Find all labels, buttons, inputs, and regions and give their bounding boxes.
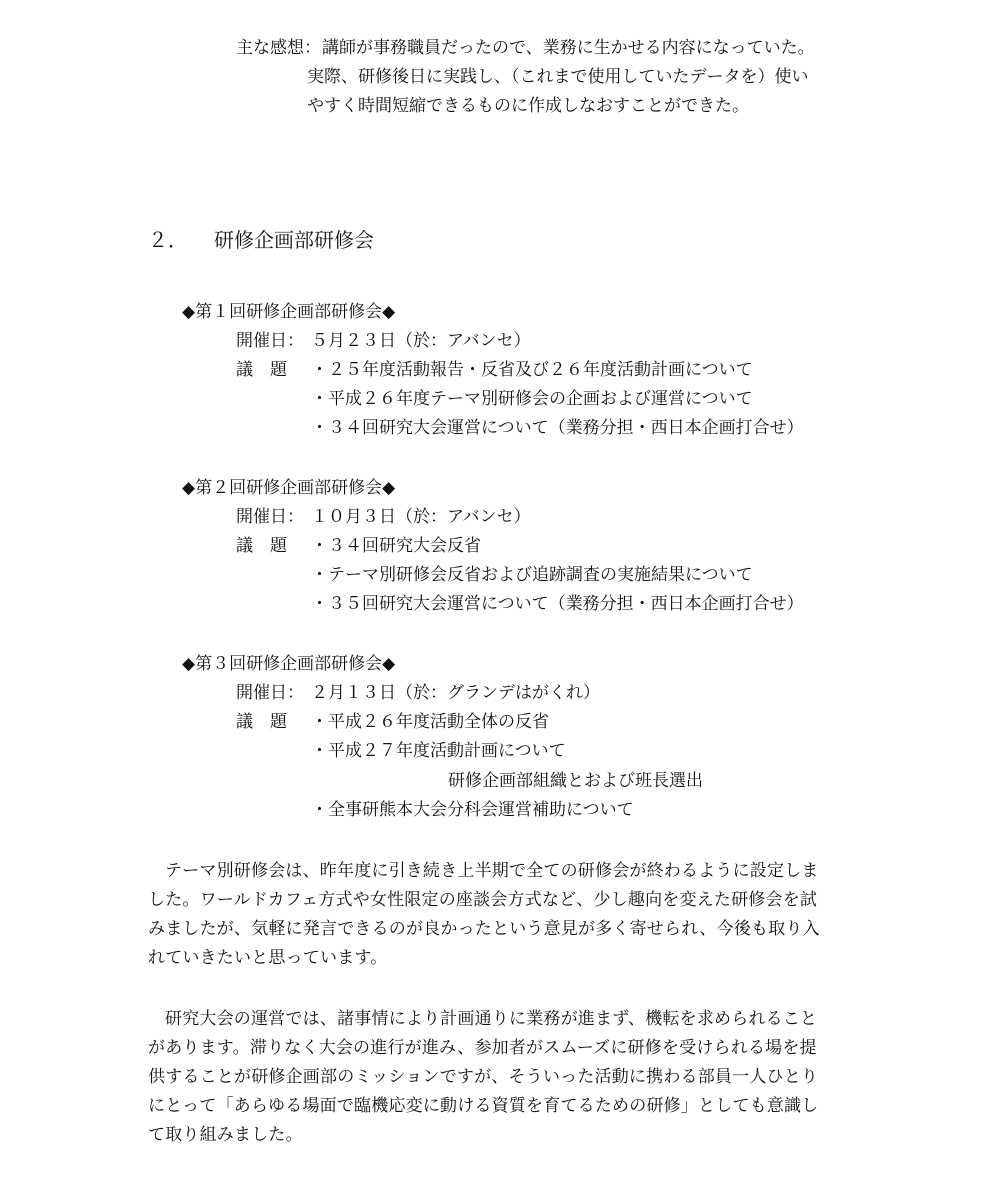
paragraph-2-line: 供することが研修企画部のミッションですが、そういった活動に携わる部員一人ひとり [148,1067,819,1087]
meeting-1-agenda-label: 議 題 [236,360,287,380]
meeting-3-date: ２月１３日（於：グランデはがくれ） [311,683,600,703]
section-title: 研修企画部研修会 [214,228,374,252]
impressions-line-2: 実際、研修後日に実践し、（これまで使用していたデータを）使い [307,67,809,87]
meeting-2-date: １０月３日（於：アバンセ） [311,507,531,527]
impressions-line-3: やすく時間短縮できるものに作成しなおすことができた。 [307,96,749,116]
meeting-1-heading: ◆第１回研修企画部研修会◆ [182,302,396,322]
section-number: ２． [148,228,188,252]
impressions-line-1: 講師が事務職員だったので、業務に生かせる内容になっていた。 [322,38,815,58]
paragraph-2-line: 研究大会の運営では、諸事情により計画通りに業務が進まず、機転を求められること [165,1009,818,1029]
meeting-2-date-label: 開催日： [236,507,304,527]
paragraph-1-line: れていきたいと思っています。 [148,948,388,968]
paragraph-2-line: て取り組みました。 [148,1125,303,1145]
meeting-3-agenda-label: 議 題 [236,712,287,732]
meeting-3-agenda-item: ・平成２６年度活動全体の反省 [311,712,549,732]
meeting-2-agenda-label: 議 題 [236,536,287,556]
meeting-3-agenda-item: ・全事研熊本大会分科会運営補助について [311,800,634,820]
meeting-1-agenda-item: ・２５年度活動報告・反省及び２６年度活動計画について [311,360,753,380]
meeting-1-agenda-item: ・平成２６年度テーマ別研修会の企画および運営について [311,389,753,409]
meeting-3-agenda-item: ・平成２７年度活動計画について [311,741,566,761]
meeting-2-agenda-item: ・テーマ別研修会反省および追跡調査の実施結果について [311,565,753,585]
paragraph-2-line: にとって「あらゆる場面で臨機応変に動ける資質を育てるための研修」としても意識し [148,1096,819,1116]
meeting-3-agenda-subitem: 研修企画部組織とおよび班長選出 [448,771,703,791]
paragraph-1-line: テーマ別研修会は、昨年度に引き続き上半期で全ての研修会が終わるように設定しま [165,861,819,881]
paragraph-2-line: があります。滞りなく大会の進行が進み、参加者がスムーズに研修を受けられる場を提 [148,1038,817,1058]
meeting-1-date-label: 開催日： [236,331,304,351]
meeting-1-date: ５月２３日（於：アバンセ） [311,331,531,351]
meeting-3-heading: ◆第３回研修企画部研修会◆ [182,654,396,674]
meeting-1-agenda-item: ・３４回研究大会運営について（業務分担・西日本企画打合せ） [311,418,804,438]
meeting-2-agenda-item: ・３５回研究大会運営について（業務分担・西日本企画打合せ） [311,594,804,614]
paragraph-1-line: みましたが、気軽に発言できるのが良かったという意見が多く寄せられ、今後も取り入 [148,919,820,939]
meeting-2-heading: ◆第２回研修企画部研修会◆ [182,478,396,498]
impressions-label: 主な感想： [236,38,321,58]
paragraph-1-line: した。ワールドカフェ方式や女性限定の座談会方式など、少し趣向を変えた研修会を試 [148,890,818,910]
meeting-2-agenda-item: ・３４回研究大会反省 [311,536,481,556]
meeting-3-date-label: 開催日： [236,683,304,703]
